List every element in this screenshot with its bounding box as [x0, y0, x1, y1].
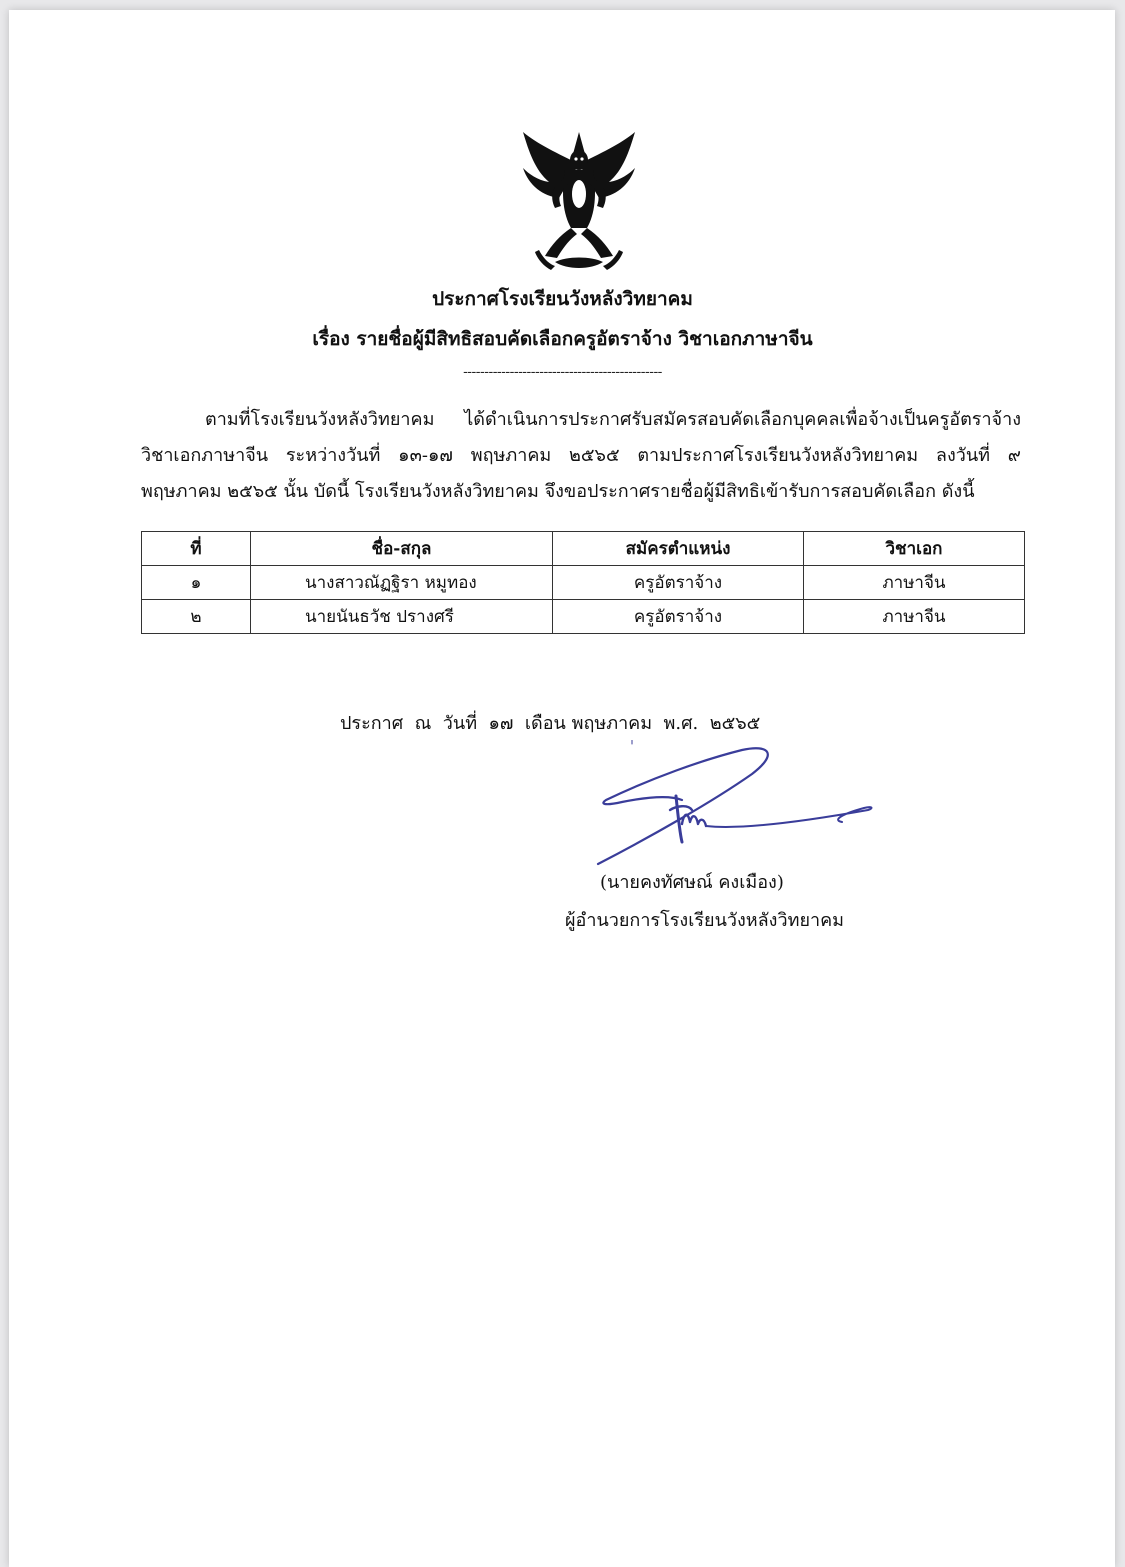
cell-position: ครูอัตราจ้าง — [553, 600, 804, 634]
table-header-row — [142, 532, 1025, 566]
cell-name: นางสาวณัฏฐิรา หมูทอง — [251, 566, 553, 600]
signer-name: (นายคงทัศษณ์ คงเมือง) — [600, 872, 784, 893]
announcement-body: ตามที่โรงเรียนวังหลังวิทยาคม ได้ดำเนินการประกาศรับสมัครสอบคัดเลือกบุคคลเพื่อจ้างเป็นครูอัตราจ้าง วิชาเอกภาษาจีน ระหว่างวันที่ ๑๓-๑๗ พฤษภาคม ๒๕๖๕ ตามประกาศโรงเรียนวังหลังวิทยาคม ลงวันที่ ๙ พฤษภาคม ๒๕๖๕ นั้น บัดนี้ โรงเรียนวังหลังวิทยาคม จึงขอประกาศรายชื่อผู้มีสิทธิเข้ารับการสอบคัดเลือก ดังนี้ — [141, 409, 1021, 502]
col-header-major: วิชาเอก — [804, 532, 1025, 566]
cell-no: ๒ — [142, 600, 251, 634]
table-row — [142, 600, 1025, 634]
announcement-title: ประกาศโรงเรียนวังหลังวิทยาคม — [432, 288, 693, 310]
cell-name: นายนันธวัช ปรางศรี — [251, 600, 553, 634]
cell-position: ครูอัตราจ้าง — [553, 566, 804, 600]
signer-title: ผู้อำนวยการโรงเรียนวังหลังวิทยาคม — [565, 910, 845, 931]
col-header-position: สมัครตำแหน่ง — [553, 532, 804, 566]
announcement-subject: เรื่อง รายชื่อผู้มีสิทธิสอบคัดเลือกครูอัตราจ้าง วิชาเอกภาษาจีน — [312, 328, 813, 350]
announcement-date: ประกาศ ณ วันที่ ๑๗ เดือน พฤษภาคม พ.ศ. ๒๕๖๕ — [340, 713, 761, 734]
table-row — [142, 566, 1025, 600]
cell-major: ภาษาจีน — [804, 600, 1025, 634]
title-separator: ----------------------------------------------- — [463, 364, 662, 380]
garuda-emblem-icon — [515, 124, 643, 272]
col-header-no: ที่ — [142, 532, 251, 566]
cell-no: ๑ — [142, 566, 251, 600]
handwritten-signature — [592, 740, 882, 870]
cell-major: ภาษาจีน — [804, 566, 1025, 600]
col-header-name: ชื่อ-สกุล — [251, 532, 553, 566]
candidate-table — [141, 531, 1025, 634]
